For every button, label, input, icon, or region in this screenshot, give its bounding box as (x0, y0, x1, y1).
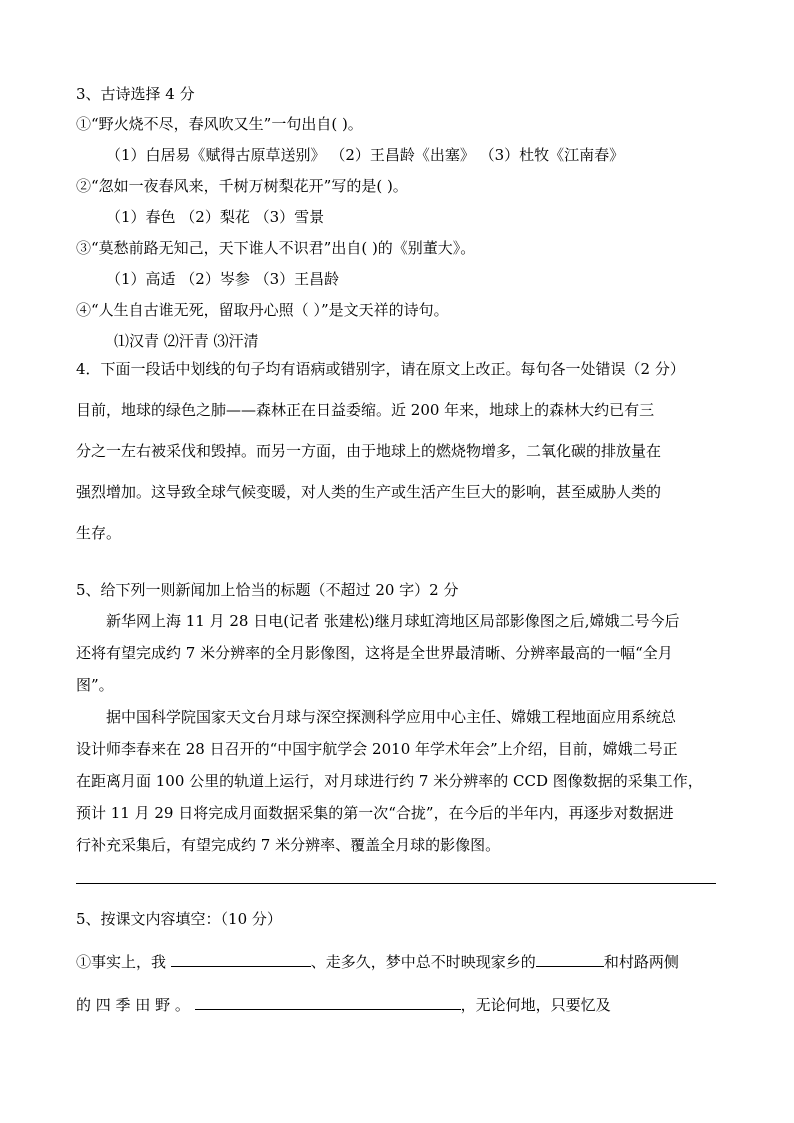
q3-item4-stem: ④“人生自古谁无死，留取丹心照（ ）”是文天祥的诗句。 (76, 301, 449, 319)
q3-heading: 3、古诗选择 4 分 (76, 85, 195, 103)
q5b-heading: 5、按课文内容填空：（10 分） (76, 910, 282, 928)
news-line: 在距离月面 100 公里的轨道上运行，对月球进行约 7 米分辨率的 CCD 图像数据的采集工作， (76, 772, 703, 790)
q3-item3-stem: ③“莫愁前路无知己，天下谁人不识君”出自( )的《别董大》。 (76, 239, 476, 257)
q3-item4-options: ⑴汉青 ⑵汗青 ⑶汗清 (114, 332, 259, 350)
q4-heading: 4．下面一段话中划线的句子均有语病或错别字，请在原文上改正。每句各一处错误（2 分） (76, 360, 685, 378)
q4-paragraph-line: 分之一左右被采伐和毁掉。而另一方面，由于地球上的燃烧物增多，二氧化碳的排放量在 (76, 442, 662, 460)
news-line: 图”。 (76, 676, 114, 694)
news-line: 据中国科学院国家天文台月球与深空探测科学应用中心主任、嫦娥工程地面应用系统总 (106, 708, 677, 726)
fill-line-2 (76, 993, 611, 1015)
news-line: 行补充采集后，有望完成约 7 米分辨率、覆盖全月球的影像图。 (76, 836, 501, 854)
news-line: 新华网上海 11 月 28 日电(记者 张建松)继月球虹湾地区局部影像图之后,嫦娥二号今后 (106, 612, 680, 630)
q3-item2-stem: ②“忽如一夜春风来，千树万树梨花开”写的是( )。 (76, 177, 408, 195)
fill-text: ①事实上，我 (76, 953, 167, 971)
fill-text: 和村路两侧 (603, 953, 679, 971)
news-line: 预计 11 月 29 日将完成月面数据采集的第一次“合拢”，在今后的半年内，再逐步对数据进 (76, 804, 674, 822)
q3-item2-options: （1）春色 （2）梨花 （3）雪景 (106, 208, 325, 226)
q3-item3-options: （1）高适 （2）岑参 （3）王昌龄 (106, 270, 340, 288)
fill-text: 的 四 季 田 野 。 (76, 996, 190, 1014)
q3-item1-stem: ①“野火烧不尽，春风吹又生”一句出自( )。 (76, 115, 363, 133)
q5a-heading: 5、给下列一则新闻加上恰当的标题（不超过 20 字）2 分 (76, 581, 459, 599)
fill-blank[interactable] (536, 950, 604, 967)
fill-text: ，无论何地，只要忆及 (460, 996, 611, 1014)
news-line: 还将有望完成约 7 米分辨率的全月影像图，这将是全世界最清晰、分辨率最高的一幅“全月 (76, 644, 673, 662)
news-line: 设计师李春来在 28 日召开的“中国宇航学会 2010 年学术年会”上介绍，目前，嫦娥二号正 (76, 740, 678, 758)
fill-text: 、走多久，梦中总不时映现家乡的 (310, 953, 536, 971)
q4-paragraph-line: 生存。 (76, 524, 122, 542)
fill-line-1 (76, 950, 679, 972)
q4-paragraph-line: 强烈增加。这导致全球气候变暖，对人类的生产或生活产生巨大的影响，甚至威胁人类的 (76, 483, 662, 501)
fill-blank[interactable] (195, 993, 461, 1010)
fill-blank[interactable] (171, 950, 311, 967)
q3-item1-options: （1）白居易《赋得古原草送别》 （2）王昌龄《出塞》 （3）杜牧《江南春》 (106, 146, 625, 164)
headline-answer-line[interactable] (76, 883, 716, 884)
q4-paragraph-line: 目前，地球的绿色之肺——森林正在日益委缩。近 200 年来，地球上的森林大约已有三 (76, 401, 655, 419)
